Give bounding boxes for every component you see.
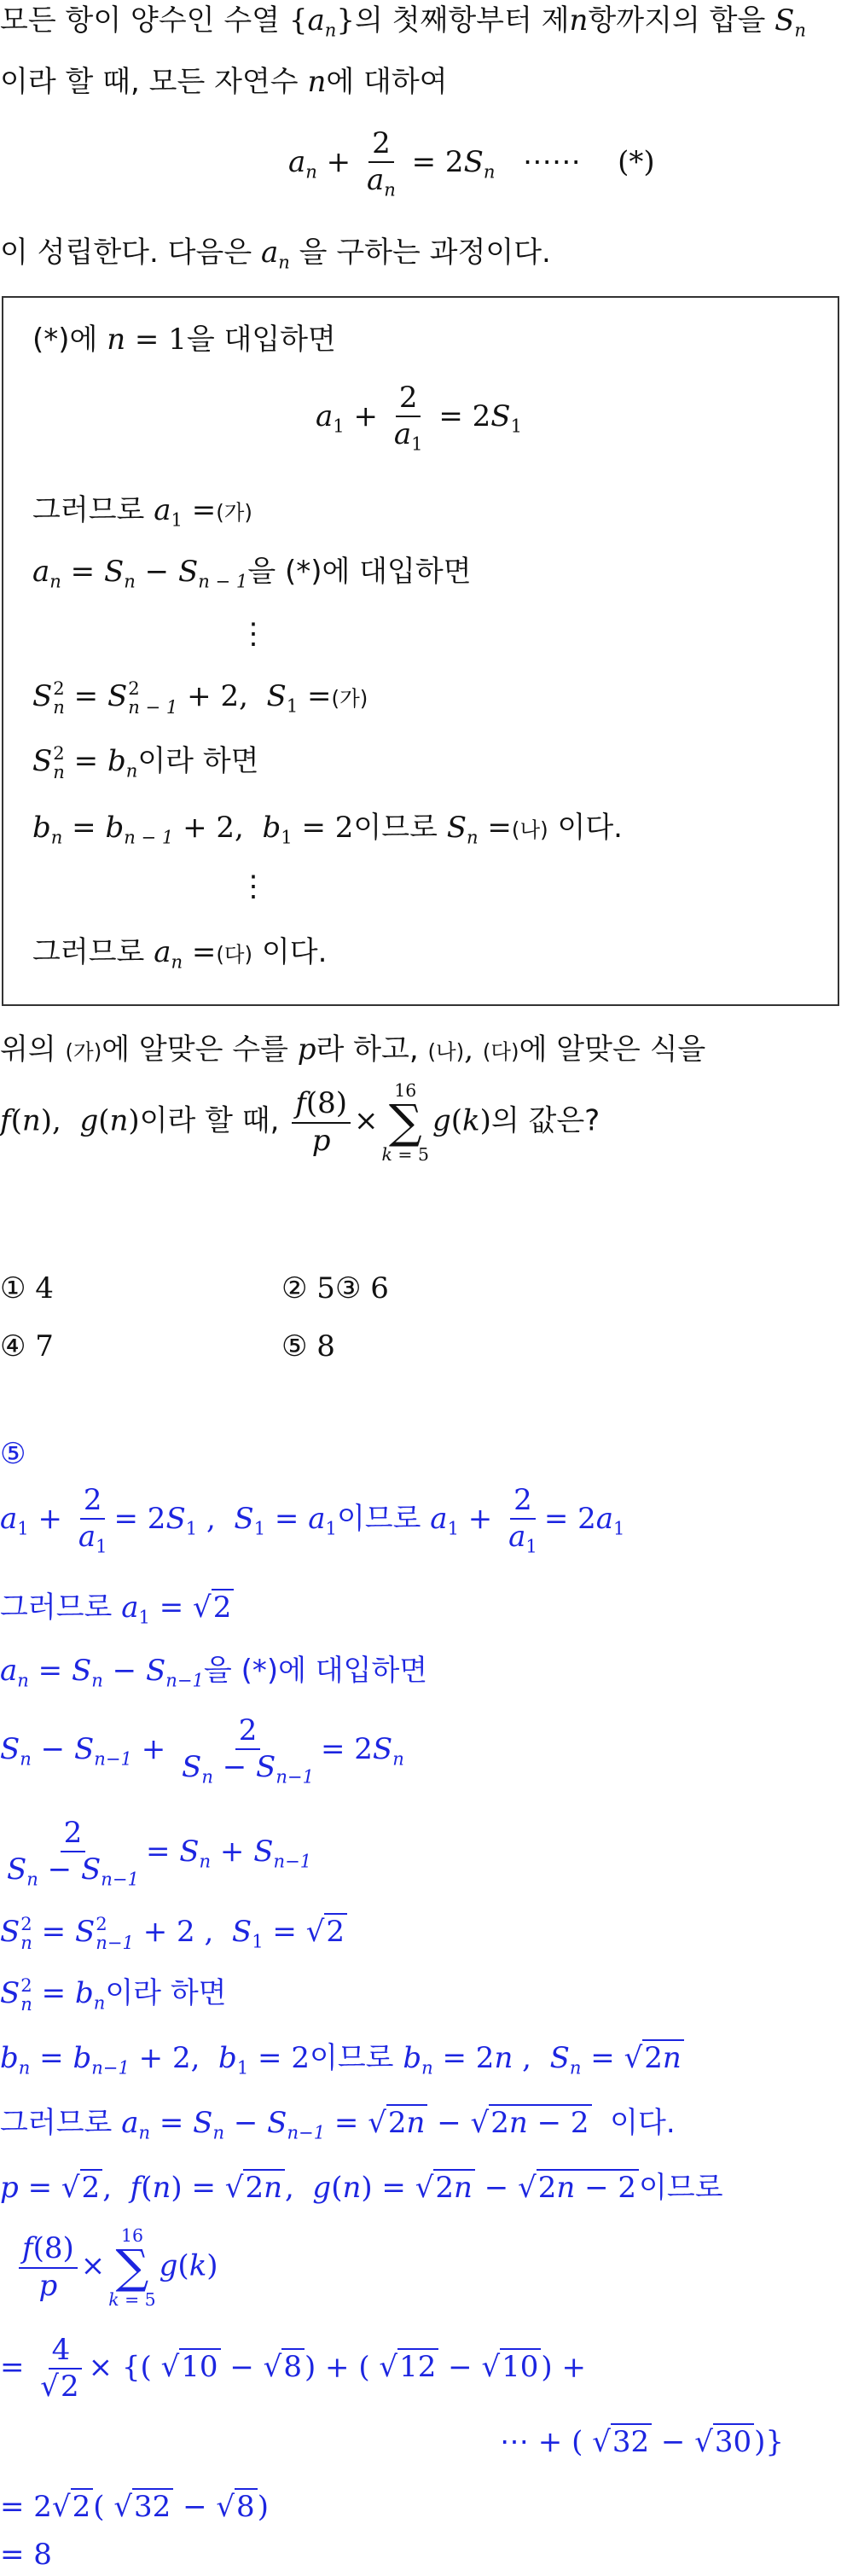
solution-text: 그러므로 — [0, 2106, 113, 2140]
choice-4[interactable] — [0, 1329, 54, 1364]
solution-line-6: S 2 n = S 2 n−1 + 2 , $S_1 = √2$ — [0, 1915, 347, 1952]
blank-na: (나) — [427, 1039, 465, 1064]
solution-line-4: $S_n - S_{n-1}$ + $\frac{2}{S_n - S_{n-1}}$ = $2S_n$ — [0, 1713, 404, 1788]
box-text: 그러므로 — [32, 935, 145, 969]
problem-line-1: 모든 항이 양수인 수열 $\{a_n\}$의 첫째항부터 제n항까지의 합을 $S_n$ — [0, 3, 806, 41]
blank-da: (다) — [482, 1039, 519, 1064]
choice-5[interactable] — [281, 1329, 335, 1364]
question-text: 이라 할 때, — [139, 1103, 280, 1138]
equation-dots: ⋯⋯ — [522, 144, 581, 179]
choice-value: 8 — [316, 1329, 335, 1364]
blank-da: (다) — [216, 942, 253, 967]
box-line-7: S 2 n = $b_n$이라 하면 — [32, 742, 259, 783]
choice-mark: ② — [281, 1271, 308, 1305]
box-vdots-2: ⋮ — [239, 869, 268, 904]
problem-text: 이라 할 때, 모든 자연수 — [0, 65, 299, 99]
box-text: 이라 하면 — [137, 744, 259, 779]
solution-answer: ⑤ — [0, 1437, 26, 1471]
question-text: 의 값은? — [490, 1103, 600, 1138]
solution-text: 이므로 — [336, 1501, 421, 1536]
box-line-6: S 2 n = S 2 n − 1 + 2, $S_1$ =(가) — [32, 677, 368, 718]
problem-line-4: 이 성립한다. 다음은 $a_n$ 을 구하는 과정이다. — [0, 236, 551, 273]
problem-text: 모든 항이 양수인 수열 — [0, 3, 281, 38]
solution-text: 이다. — [610, 2106, 676, 2140]
box-equation-a1: $a_1$ + $\frac{2}{a_1}$ = $2S_1$ — [316, 381, 522, 455]
solution-text: 을 — [203, 1654, 232, 1688]
box-line-4: $a_n = S_n - S_{n - 1}$을 (*)에 대입하면 — [32, 555, 472, 592]
box-line-8: $b_n = b_{n - 1} + 2$, $b_1 = 2$이므로 $S_n$ =(나) 이다. — [32, 811, 623, 848]
box-line-10: 그러므로 $a_n$ =(다) 이다. — [32, 935, 328, 973]
problem-text: 에 대하여 — [326, 65, 448, 99]
solution-text: 이므로 — [309, 2041, 394, 2075]
question-text: 라 하고, — [316, 1032, 419, 1067]
solution-line-5: $\frac{2}{S_n - S_{n-1}}$ = $S_n + S_{n-1}$ — [7, 1816, 312, 1890]
solution-text: 이라 하면 — [105, 1976, 227, 2011]
solution-line-12: = $\frac{4}{√2}$ × {( √10 − √8) + ( √12 − √10) + — [0, 2333, 586, 2404]
box-vdots-1: ⋮ — [239, 617, 268, 651]
box-text: (*)에 대입하면 — [284, 555, 472, 589]
problem-text: 항까지의 합을 — [588, 3, 766, 38]
solution-final: = 8 — [0, 2538, 52, 2572]
equation-tag: (*) — [618, 144, 655, 179]
box-text: 이다. — [261, 935, 328, 969]
question-line-2: f(n), g(n)이라 할 때, $\frac{f(8)}{p}$ × 16 ∑ k = 5 g(k)의 값은? — [0, 1080, 600, 1165]
box-text: 을 대입하면 — [186, 323, 336, 357]
question-text: 에 알맞은 식을 — [519, 1032, 706, 1067]
choice-1[interactable] — [0, 1271, 54, 1306]
box-line-3: 그러므로 $a_1$ =(가) — [32, 493, 252, 531]
choice-value: 4 — [35, 1271, 54, 1305]
choice-mark: ① — [0, 1271, 26, 1305]
question-line-1: 위의 (가)에 알맞은 수를 p라 하고, (나), (다)에 알맞은 식을 — [0, 1032, 706, 1067]
problem-line-2: 이라 할 때, 모든 자연수 n에 대하여 — [0, 65, 448, 99]
blank-ga: (가) — [216, 500, 252, 525]
solution-line-13: ⋯ + ( √32 − √30)} — [500, 2425, 785, 2459]
choice-mark: ③ — [334, 1271, 362, 1305]
solution-line-9: 그러므로 $a_n = S_n - S_{n-1} = √2n - √2n - 2$ 이다. — [0, 2106, 676, 2143]
problem-text: 이 성립한다. 다음은 — [0, 236, 252, 270]
box-text: 이므로 — [353, 811, 438, 845]
choice-value: 5 — [316, 1271, 335, 1305]
choice-2-3[interactable] — [281, 1271, 389, 1306]
choice-mark: ④ — [0, 1329, 26, 1364]
solution-line-8: $b_n = b_{n-1} + 2$, $b_1 = 2$이므로 $b_n = 2n$ , $S_n = √2n$ — [0, 2041, 684, 2079]
solution-line-2: 그러므로 $a_1 = √2$ — [0, 1590, 234, 1628]
box-text: , — [239, 679, 248, 714]
solution-text: (*)에 대입하면 — [241, 1654, 428, 1688]
box-line-1: (*)에 n = 1을 대입하면 — [32, 323, 336, 357]
solution-text: 이므로 — [639, 2171, 723, 2205]
main-equation: $a_n$ + $\frac{2}{a_n}$ = $2S_n$ ⋯⋯ (*) — [288, 126, 655, 201]
choice-mark: ⑤ — [281, 1329, 308, 1364]
question-text: 에 알맞은 수를 — [102, 1032, 288, 1067]
math-seq: $\{a_n\}$ — [288, 3, 355, 41]
solution-line-3: $a_n = S_n - S_{n-1}$을 (*)에 대입하면 — [0, 1654, 428, 1691]
solution-text: 그러므로 — [0, 1590, 113, 1625]
box-text: (*)에 — [32, 323, 98, 357]
blank-na: (나) — [511, 817, 548, 842]
solution-line-7: S 2 n = $b_n$이라 하면 — [0, 1974, 227, 2015]
box-text: 을 — [247, 555, 276, 589]
box-text: 그러므로 — [32, 493, 145, 527]
choice-value: 7 — [35, 1329, 54, 1364]
blank-ga: (가) — [331, 686, 368, 712]
solution-line-10: p = √2, f(n) = √2n, g(n) = √2n − √2n − 2이므로 — [0, 2171, 723, 2205]
box-text: 이다. — [557, 811, 623, 845]
problem-text: 의 첫째항부터 제 — [354, 3, 570, 38]
question-text: 위의 — [0, 1032, 56, 1067]
solution-line-14: = 2√2( √32 − √8) — [0, 2490, 269, 2524]
solution-line-1: $a_1$ + $\frac{2}{a_1}$ = $2S_1$ , $S_1 = a_1$이므로 $a_1$ + $\frac{2}{a_1}$ = $2a_1$ — [0, 1483, 625, 1557]
problem-text: 을 구하는 과정이다. — [299, 236, 551, 270]
choice-value: 6 — [370, 1271, 389, 1305]
solution-line-11: $\frac{f(8)}{p}$ × 16 ∑ k = 5 g(k) — [15, 2227, 218, 2308]
blank-ga: (가) — [65, 1039, 102, 1064]
